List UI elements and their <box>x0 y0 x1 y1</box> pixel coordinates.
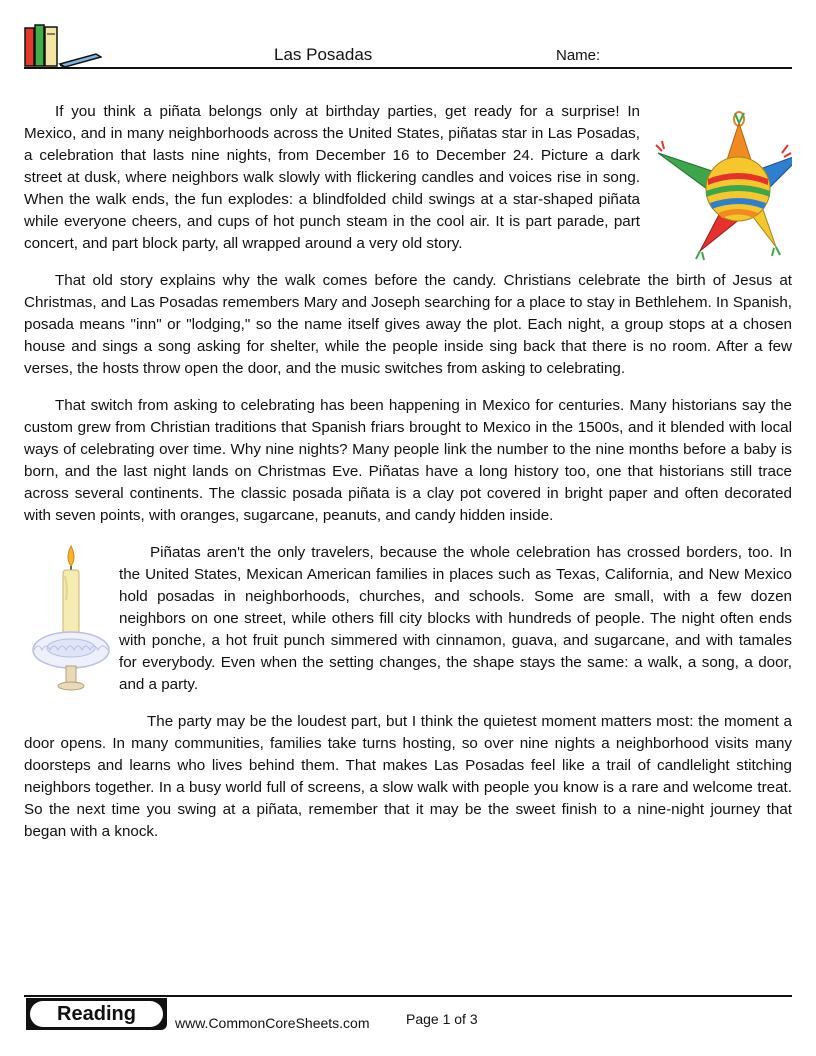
footer-divider <box>24 995 792 997</box>
paragraph-4: Piñatas aren't the only travelers, because the whole celebration has crossed borders, too. In the United States, Mexican American families in places such as Texas, California, and New Mexico hold posadas in neighborhoods, churches, and schools. Some are small, with a few dozen neighbors on one street, while others fill city blocks with hundreds of people. The night often ends with ponche, a hot fruit punch simmered with cinnamon, guava, and sugarcane, and with tamales for everybody. Even when the setting changes, the shape stays the same: a walk, a song, a door, and a party. <box>119 544 792 693</box>
site-url: www.CommonCoreSheets.com <box>175 1015 370 1031</box>
header-divider <box>24 67 792 69</box>
candle-image <box>24 542 119 694</box>
paragraph-5: The party may be the loudest part, but I think the quietest moment matters most: the moment a door opens. In many communities, families take turns hosting, so over nine nights a neighborhood visits many doorsteps and learns who lives behind them. That makes Las Posadas feel like a trail of candlelight stitching neighbors together. In a busy world full of screens, a slow walk with people you know is a rare and welcome treat. So the next time you swing at a piñata, remember that it may be the sweet finish to a nine-night journey that began with a knock. <box>24 713 792 840</box>
page-title: Las Posadas <box>274 45 373 64</box>
paragraph-1: If you think a piñata belongs only at birthday parties, get ready for a surprise! In Mexico, and in many neighborhoods across the United States, piñatas star in Las Posadas, a celebration that lasts nine nights, from December 16 to December 24. Picture a dark street at dusk, where neighbors walk slowly with flickering candles and voices rise in song. When the walk ends, the fun explodes: a blindfolded child swings at a star-shaped piñata while everyone cheers, and cups of hot punch steam in the cool air. It is part parade, part concert, and part block party, all wrapped around a very old story. <box>24 103 640 252</box>
reading-badge-label: Reading <box>30 1001 163 1027</box>
books-logo-icon <box>24 24 102 68</box>
article-body <box>24 101 792 858</box>
page-number: Page 1 of 3 <box>406 1011 478 1027</box>
star-pinata-image <box>652 101 792 267</box>
name-label: Name: <box>556 47 601 64</box>
paragraph-2: That old story explains why the walk comes before the candy. Christians celebrate the birth of Jesus at Christmas, and Las Posadas remembers Mary and Joseph searching for a place to stay in Bethlehem. In Spanish, posada means "inn" or "lodging," so the name itself gives away the plot. Each night, a group stops at a chosen house and sings a song asking for shelter, while the people inside sing back that there is no room. After a few verses, the hosts throw open the door, and the music switches from asking to celebrating. <box>24 272 792 377</box>
reading-badge <box>26 998 167 1030</box>
paragraph-3: That switch from asking to celebrating has been happening in Mexico for centuries. Many historians say the custom grew from Christian traditions that Spanish friars brought to Mexico in the 1500s, and it blended with local ways of celebrating over time. Why nine nights? Many people link the number to the nine months before a baby is born, and the last night lands on Christmas Eve. Piñatas have a long history too, one that historians still trace across several continents. The classic posada piñata is a clay pot covered in bright paper and often decorated with seven points, with oranges, sugarcane, peanuts, and candy hidden inside. <box>24 397 792 524</box>
